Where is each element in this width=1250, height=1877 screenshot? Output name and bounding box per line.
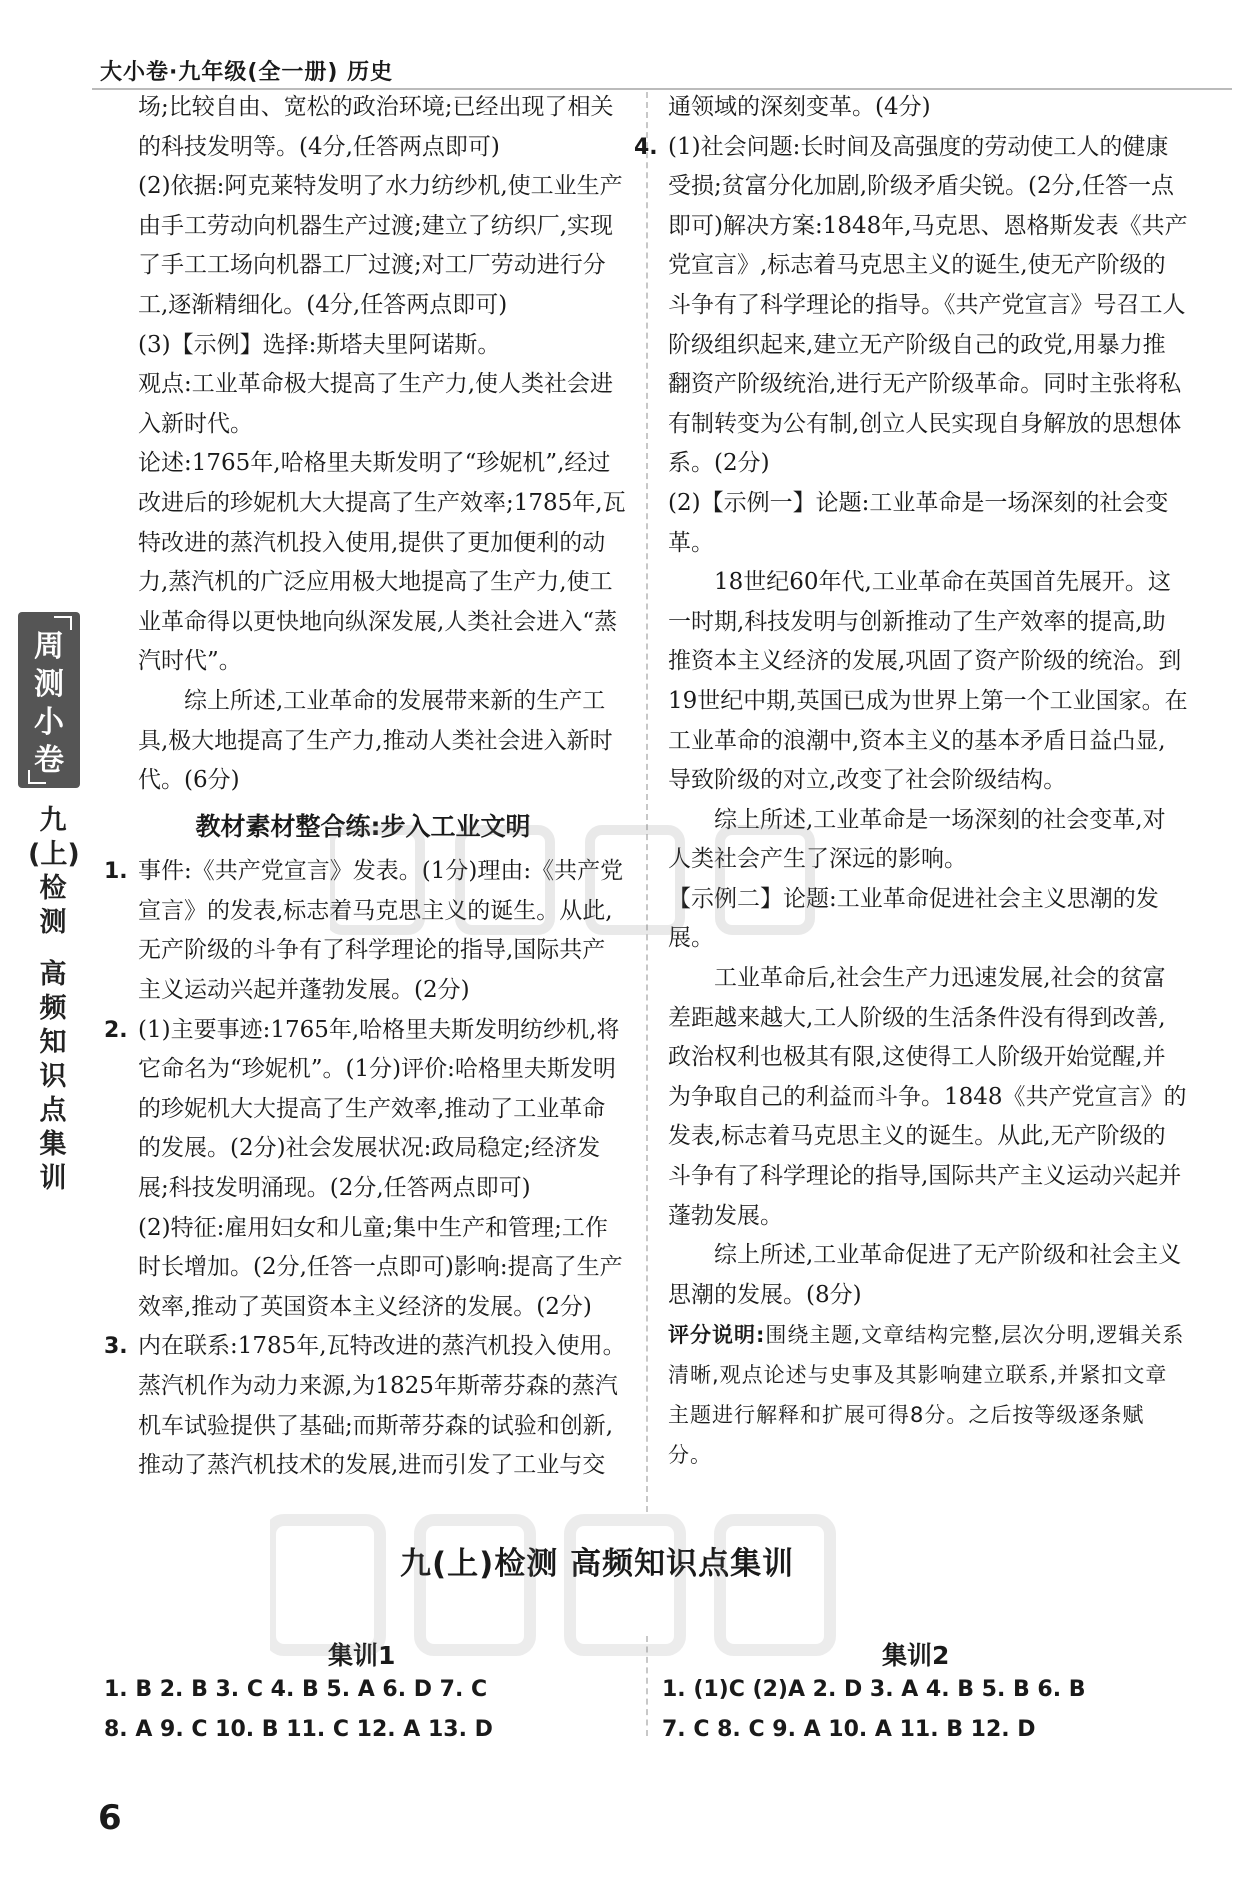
paragraph: 通领域的深刻变革。(4分)	[668, 94, 931, 120]
paragraph: 场;比较自由、宽松的政治环境;已经出现了相关的科技发明等。(4分,任答两点即可)	[138, 94, 614, 160]
question-number: 2.	[104, 1017, 128, 1043]
set1-answers	[104, 1670, 493, 1750]
section-heading: 九(上)检测 高频知识点集训	[400, 1546, 795, 1582]
paragraph: 工业革命后,社会生产力迅速发展,社会的贫富差距越来越大,工人阶级的生活条件没有得到改善,政治权利也极其有限,这使得工人阶级开始觉醒,并为争取自己的利益而斗争。1848《共产党宣言》的发表,标志着马克思主义的诞生。从此,无产阶级的斗争有了科学理论的指导,国际共产主义运动兴起并蓬勃发展。	[668, 965, 1187, 1229]
paragraph: 论述:1765年,哈格里夫斯发明了“珍妮机”,经过改进后的珍妮机大大提高了生产效率;1785年,瓦特改进的蒸汽机投入使用,提供了更加便利的动力,蒸汽机的广泛应用极大地提高了生产力,使工业革命得以更快地向纵深发展,人类社会进入“蒸汽时代”。	[138, 450, 626, 675]
set2-answers	[662, 1670, 1086, 1750]
paragraph: 综上所述,工业革命促进了无产阶级和社会主义思潮的发展。(8分)	[668, 1242, 1182, 1308]
question-2	[104, 1011, 628, 1328]
question-1	[104, 852, 628, 1010]
answer-text: 事件:《共产党宣言》发表。(1分)理由:《共产党宣言》的发表,标志着马克思主义的诞生。从此,无产阶级的斗争有了科学理论的指导,国际共产主义运动兴起并蓬勃发展。(2分)	[138, 858, 624, 1004]
paragraph: (2)依据:阿克莱特发明了水力纺纱机,使工业生产由手工劳动向机器生产过渡;建立了纺织厂,实现了手工工场向机器工厂过渡;对工厂劳动进行分工,逐渐精细化。(4分,任答两点即可)	[138, 173, 623, 318]
answer-text: (1)主要事迹:1765年,哈格里夫斯发明纺纱机,将它命名为“珍妮机”。(1分)评价:哈格里夫斯发明的珍妮机大大提高了生产效率,推动了工业革命的发展。(2分)社会发展状况:政局稳定;经济发展;科技发明涌现。(2分,任答两点即可)	[138, 1016, 620, 1202]
paragraph: 观点:工业革命极大提高了生产力,使人类社会进入新时代。	[138, 371, 614, 437]
paragraph: (3)【示例】选择:斯塔夫里阿诺斯。	[138, 331, 501, 358]
side-tab-label: 周测小卷	[34, 629, 64, 778]
page-number: 6	[98, 1798, 122, 1838]
side-tab-subtitle: 九(上)检测	[28, 805, 80, 938]
paragraph: 综上所述,工业革命是一场深刻的社会变革,对人类社会产生了深远的影响。	[668, 806, 1166, 873]
answer-text: (1)社会问题:长时间及高强度的劳动使工人的健康受损;贫富分化加剧,阶级矛盾尖锐。(2分,任答一点即可)解决方案:1848年,马克思、恩格斯发表《共产党宣言》,标志着马克思主义的诞生,使无产阶级的斗争有了科学理论的指导。《共产党宣言》号召工人阶级组织起来,建立无产阶级自己的政党,用暴力推翻资产阶级统治,进行无产阶级革命。同时主张将私有制转变为公有制,创立人民实现自身解放的思想体系。(2分)	[668, 133, 1188, 477]
answer-text: (2)【示例一】论题:工业革命是一场深刻的社会变革。	[668, 489, 1169, 556]
right-column	[634, 88, 1188, 1475]
scoring-note-text: 围绕主题,文章结构完整,层次分明,逻辑关系清晰,观点论述与史事及其影响建立联系,并紧扣文章主题进行解释和扩展可得8分。之后按等级逐条赋分。	[668, 1323, 1185, 1468]
question-number: 3.	[104, 1334, 128, 1360]
section-title: 教材素材整合练:步入工业文明	[195, 811, 531, 841]
set1-title: 集训1	[328, 1641, 396, 1670]
side-tab-subtitle-2: 高频知识点集训	[39, 959, 67, 1194]
paragraph: 【示例二】论题:工业革命促进社会主义思潮的发展。	[668, 885, 1159, 952]
question-number: 1.	[104, 859, 128, 885]
answer-line: 1. B 2. B 3. C 4. B 5. A 6. D 7. C	[104, 1677, 488, 1702]
answer-text: 内在联系:1785年,瓦特改进的蒸汽机投入使用。蒸汽机作为动力来源,为1825年斯蒂芬森的蒸汽机车试验提供了基础;而斯蒂芬森的试验和创新,推动了蒸汽机技术的发展,进而引发了工业与交	[138, 1333, 626, 1479]
answer-line: 8. A 9. C 10. B 11. C 12. A 13. D	[104, 1717, 493, 1742]
left-column	[104, 88, 628, 1486]
answer-line: 1. (1)C (2)A 2. D 3. A 4. B 5. B 6. B	[662, 1677, 1086, 1702]
question-4	[634, 128, 1188, 564]
question-3	[104, 1327, 628, 1485]
scoring-note-label: 评分说明:	[668, 1323, 766, 1348]
question-number: 4.	[634, 134, 658, 160]
paragraph: 18世纪60年代,工业革命在英国首先展开。这一时期,科技发明与创新推动了生产效率的提高,助推资本主义经济的发展,巩固了资产阶级的统治。到19世纪中期,英国已成为世界上第一个工业国家。在工业革命的浪潮中,资本主义的基本矛盾日益凸显,导致阶级的对立,改变了社会阶级结构。	[668, 569, 1188, 794]
column-divider	[646, 92, 648, 1512]
paragraph: 综上所述,工业革命的发展带来新的生产工具,极大地提高了生产力,推动人类社会进入新时代。(6分)	[138, 687, 613, 794]
scoring-note	[668, 1315, 1188, 1475]
page-header: 大小卷·九年级(全一册) 历史	[100, 60, 394, 85]
set2-title: 集训2	[882, 1641, 950, 1670]
answer-line: 7. C 8. C 9. A 10. A 11. B 12. D	[662, 1717, 1036, 1742]
column-divider	[646, 1636, 648, 1736]
answer-text: (2)特征:雇用妇女和儿童;集中生产和管理;工作时长增加。(2分,任答一点即可)影响:提高了生产效率,推动了英国资本主义经济的发展。(2分)	[138, 1214, 623, 1320]
